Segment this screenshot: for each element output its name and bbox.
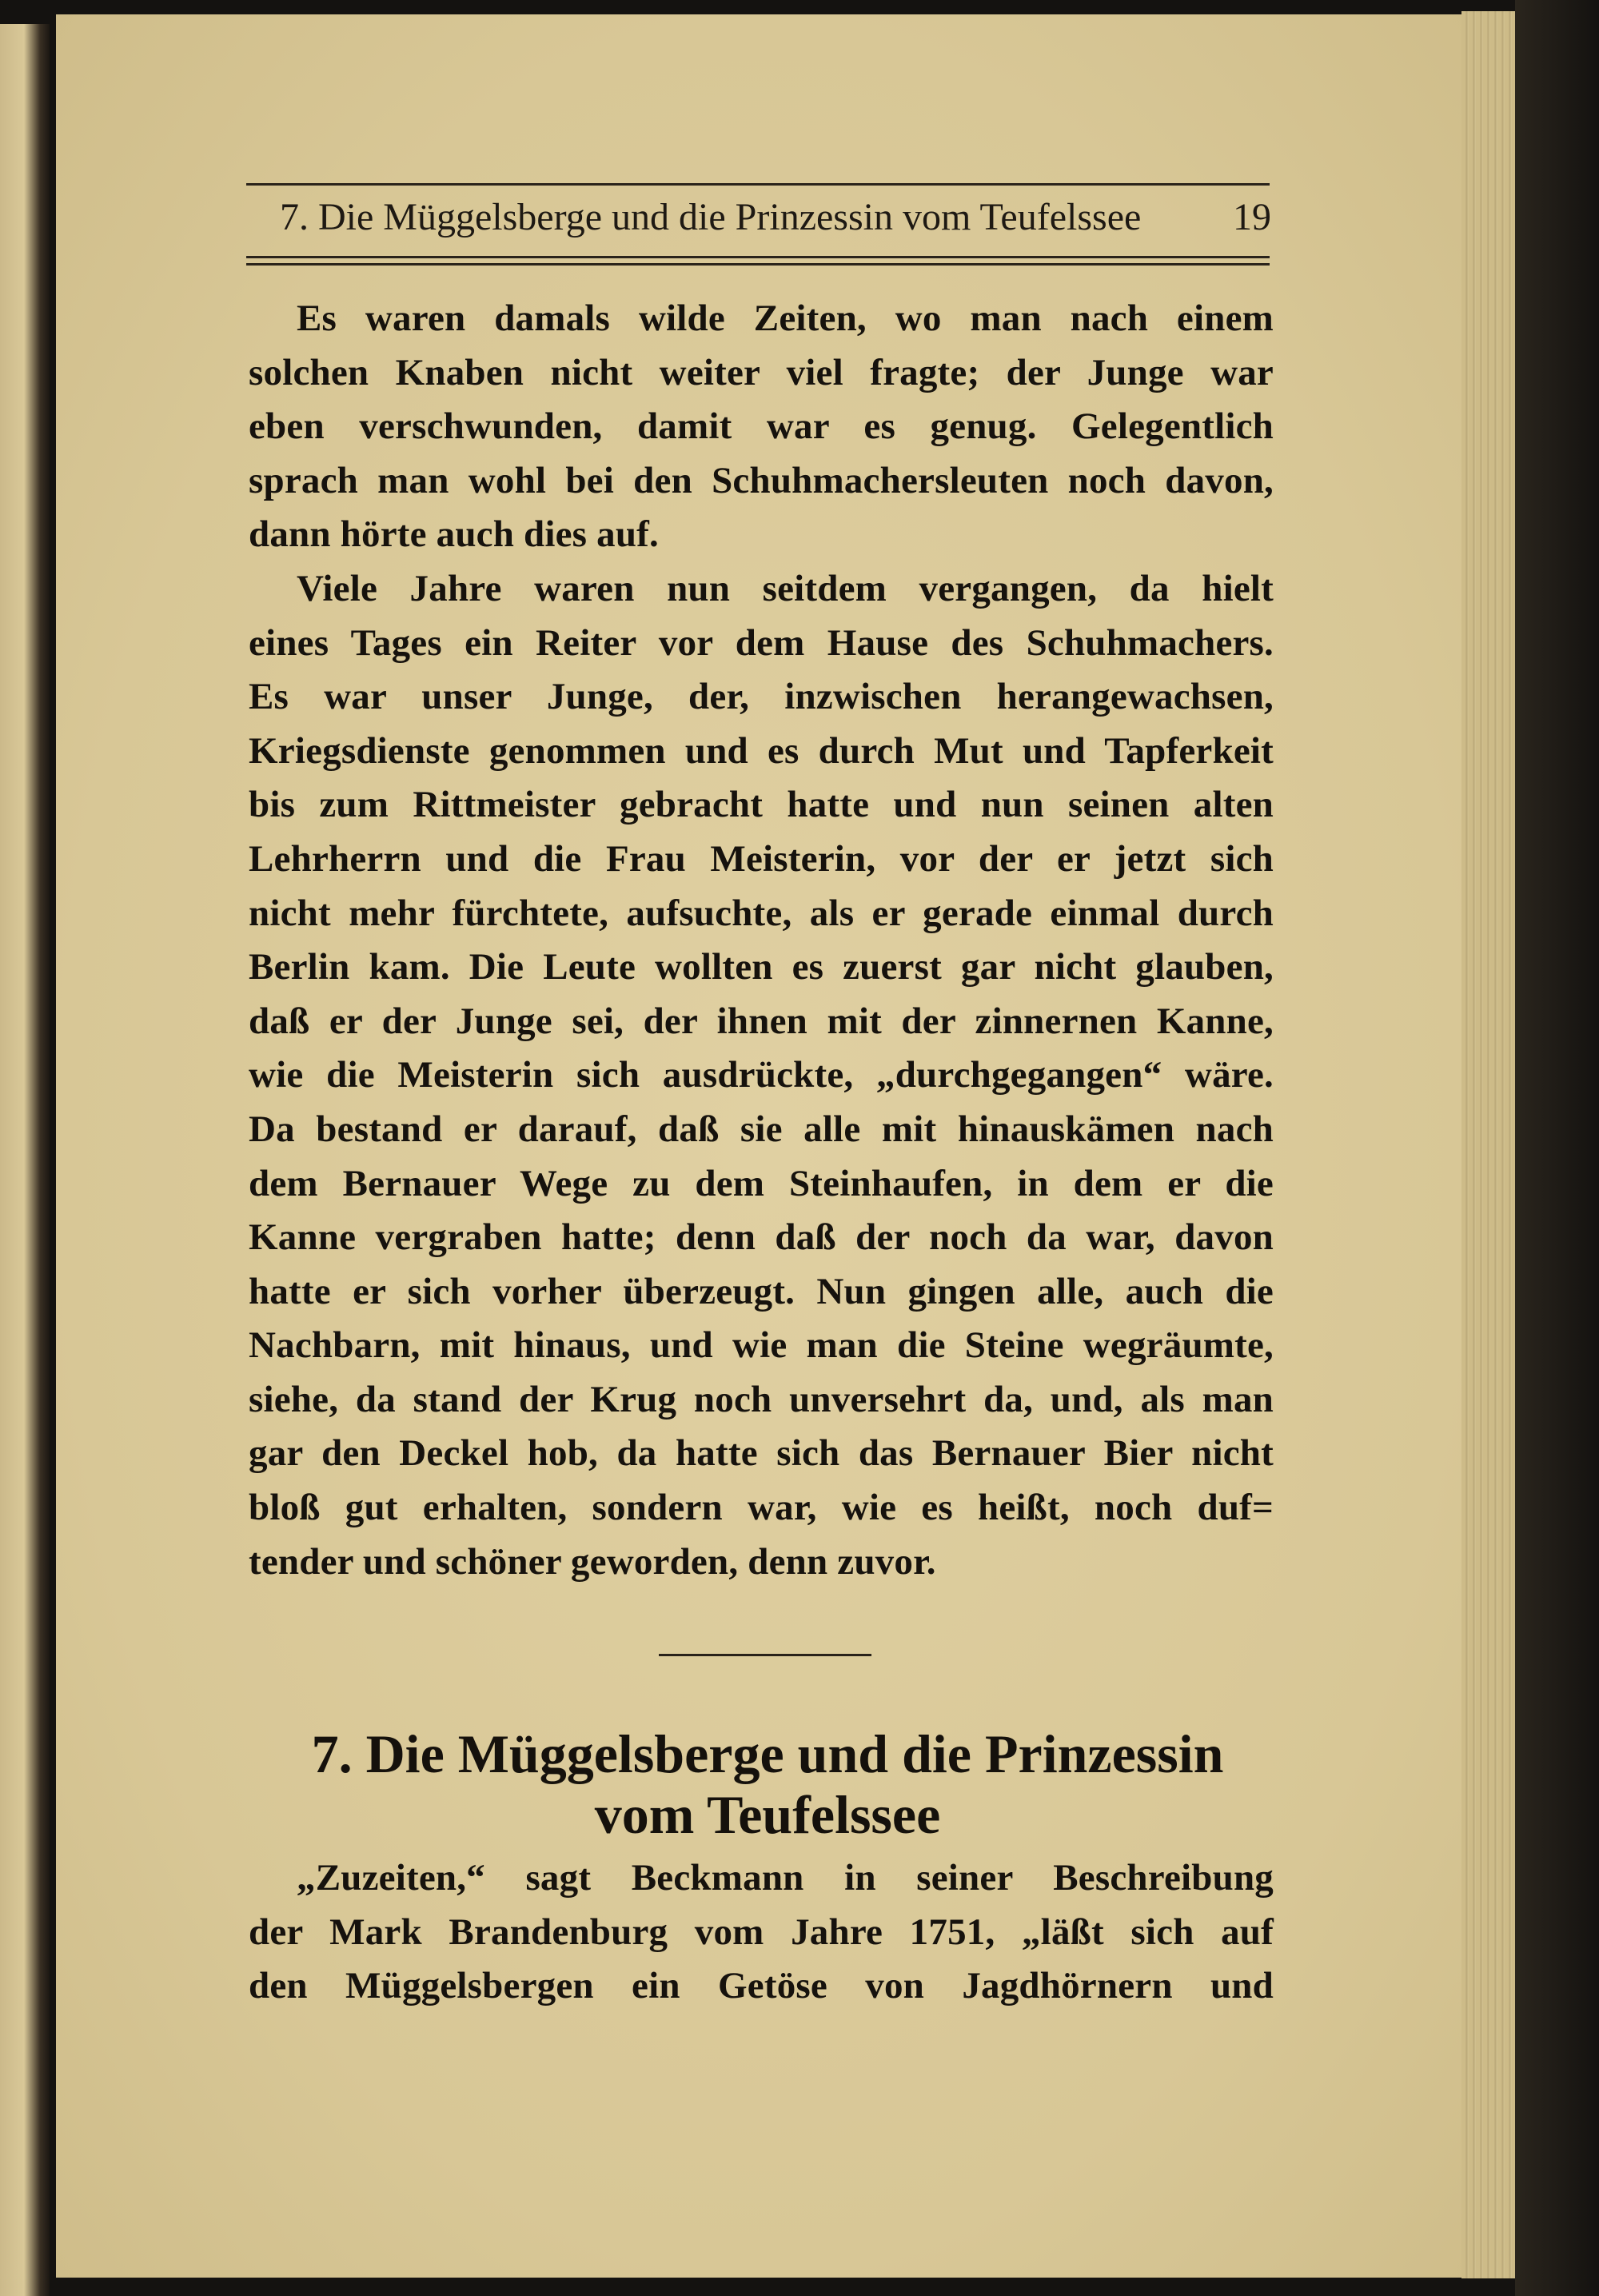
text-line: der Mark Brandenburg vom Jahre 1751, „läßt sich auf bbox=[249, 1911, 1274, 1953]
text-line: hatte er sich vorher überzeugt. Nun gingen alle, auch die bbox=[249, 1270, 1274, 1312]
section-separator bbox=[659, 1654, 871, 1656]
facing-page-edge bbox=[0, 24, 50, 2296]
text-line: „Zuzeiten,“ sagt Beckmann in seiner Beschreibung bbox=[297, 1857, 1274, 1899]
text-line: Berlin kam. Die Leute wollten es zuerst gar nicht glauben, bbox=[249, 946, 1274, 988]
text-line: sprach man wohl bei den Schuhmachersleuten noch davon, bbox=[249, 459, 1274, 501]
header-double-rule-1 bbox=[246, 256, 1270, 258]
text-line: bis zum Rittmeister gebracht hatte und nun seinen alten bbox=[249, 784, 1274, 826]
text-line: Da bestand er darauf, daß sie alle mit hinauskämen nach bbox=[249, 1108, 1274, 1150]
text-line: bloß gut erhalten, sondern war, wie es heißt, noch duf= bbox=[249, 1487, 1274, 1529]
section-heading-line-2: vom Teufelssee bbox=[594, 1784, 941, 1845]
section-body-text bbox=[249, 1851, 1274, 2014]
text-line: dem Bernauer Wege zu dem Steinhaufen, in dem er die bbox=[249, 1162, 1274, 1204]
header-double-rule-2 bbox=[246, 263, 1270, 266]
text-line: siehe, da stand der Krug noch unversehrt da, und, als man bbox=[249, 1378, 1274, 1420]
running-header-title: 7. Die Müggelsberge und die Prinzessin vom Teufelssee bbox=[280, 195, 1142, 238]
text-line: daß er der Junge sei, der ihnen mit der zinnernen Kanne, bbox=[249, 1000, 1274, 1042]
text-line: Kanne vergraben hatte; denn daß der noch da war, davon bbox=[249, 1216, 1274, 1259]
header-top-rule bbox=[246, 183, 1270, 186]
text-line: Kriegsdienste genommen und es durch Mut und Tapferkeit bbox=[249, 729, 1274, 772]
text-line: dann hörte auch dies auf. bbox=[249, 513, 659, 556]
text-line: solchen Knaben nicht weiter viel fragte; der Junge war bbox=[249, 351, 1274, 393]
book-cover-edge bbox=[1515, 0, 1599, 2296]
text-line: Es war unser Junge, der, inzwischen herangewachsen, bbox=[249, 676, 1274, 718]
text-line: Lehrherrn und die Frau Meisterin, vor der er jetzt sich bbox=[249, 837, 1274, 880]
text-line: eben verschwunden, damit war es genug. Gelegentlich bbox=[249, 405, 1274, 448]
text-line: tender und schöner geworden, denn zuvor. bbox=[249, 1540, 936, 1583]
section-heading bbox=[264, 1723, 1271, 1845]
page-edges bbox=[1461, 11, 1519, 2278]
text-line: wie die Meisterin sich ausdrückte, „durchgegangen“ wäre. bbox=[249, 1054, 1274, 1096]
section-heading-line-1: 7. Die Müggelsberge und die Prinzessin bbox=[311, 1723, 1224, 1784]
text-line: Nachbarn, mit hinaus, und wie man die Steine wegräumte, bbox=[249, 1324, 1274, 1367]
text-line: gar den Deckel hob, da hatte sich das Bernauer Bier nicht bbox=[249, 1432, 1274, 1475]
text-line: Viele Jahre waren nun seitdem vergangen, da hielt bbox=[297, 567, 1274, 609]
text-line: eines Tages ein Reiter vor dem Hause des Schuhmachers. bbox=[249, 621, 1274, 664]
text-line: den Müggelsbergen ein Getöse von Jagdhörnern und bbox=[249, 1965, 1274, 2007]
page-number: 19 bbox=[1233, 195, 1271, 238]
body-text bbox=[249, 292, 1274, 1589]
text-line: nicht mehr fürchtete, aufsuchte, als er gerade einmal durch bbox=[249, 892, 1274, 934]
running-header bbox=[280, 189, 1271, 245]
text-line: Es waren damals wilde Zeiten, wo man nach einem bbox=[297, 297, 1274, 339]
